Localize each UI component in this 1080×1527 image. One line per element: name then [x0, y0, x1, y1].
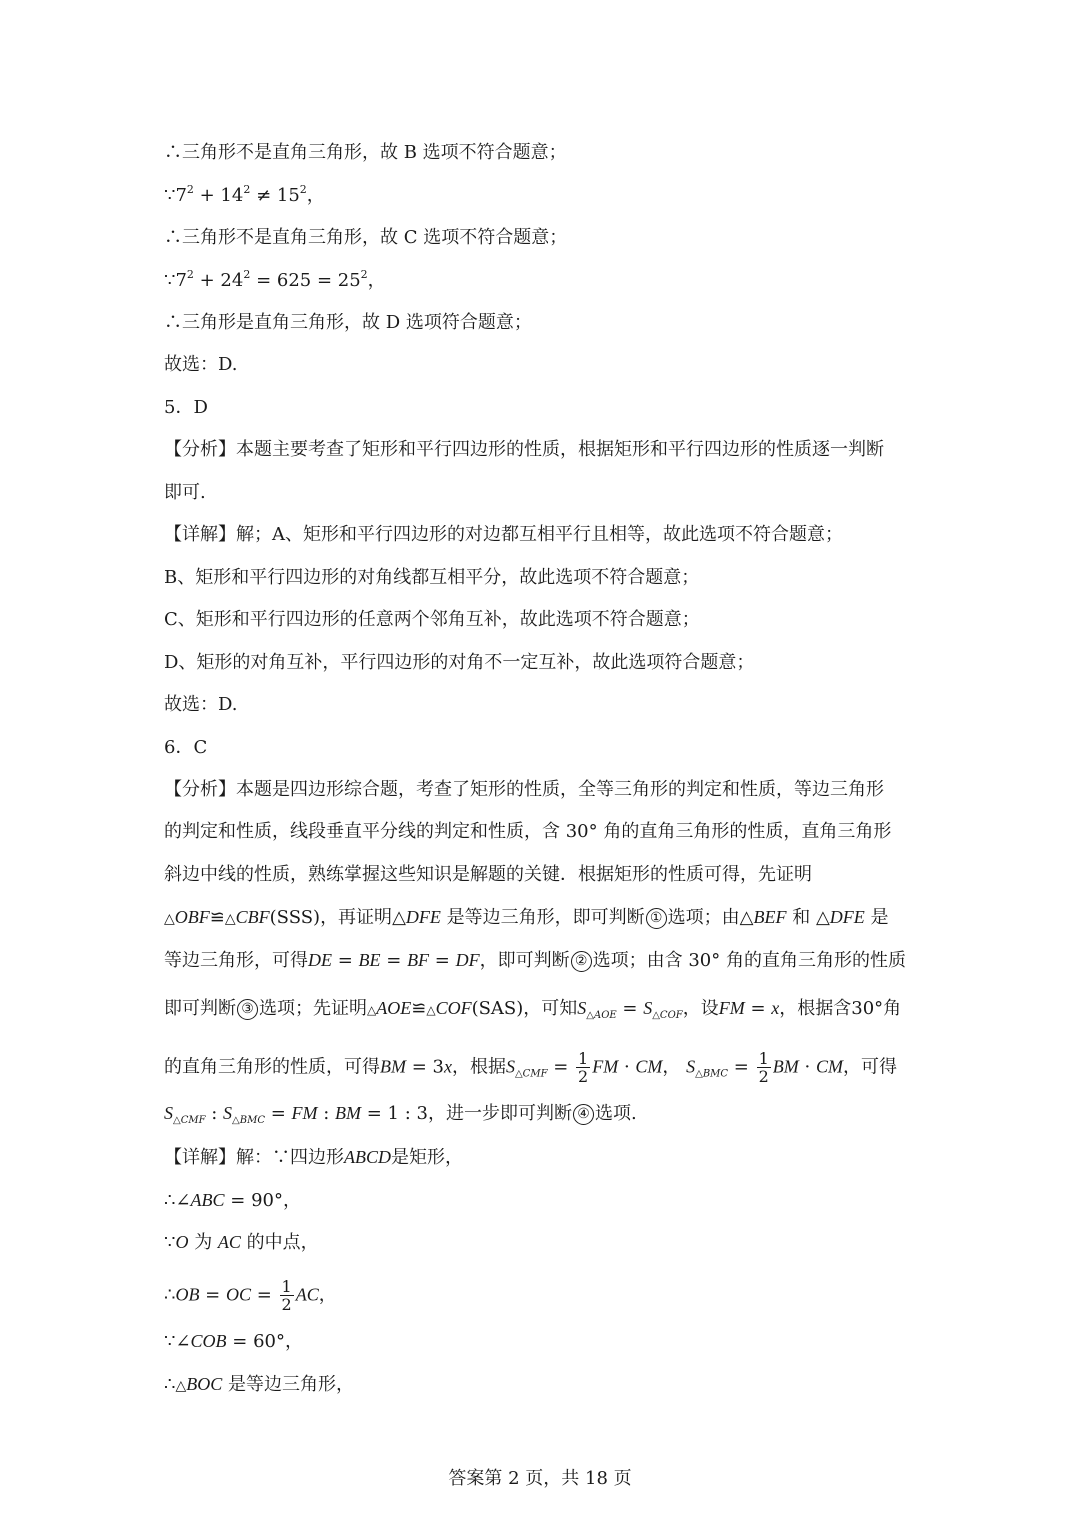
line-text: 是等边三角形， [227, 1374, 354, 1395]
line-text: 角 [883, 998, 902, 1019]
line-text: 角的直角三角形的性质 [725, 950, 906, 971]
circled-number: ④ [573, 1104, 594, 1125]
line-text: ， [282, 1190, 301, 1211]
line-text: D、矩形的对角互补，平行四边形的对角不一定互补，故此选项符合题意； [164, 652, 755, 673]
line-text: 【详解】解：∵四边形 [164, 1147, 344, 1168]
line-text: ，进一步即可判断 [427, 1103, 572, 1124]
line-text: 和 [792, 907, 811, 928]
page-footer: 答案第 2 页，共 18 页 [448, 1468, 632, 1489]
line-text: 【分析】本题主要考查了矩形和平行四边形的性质，根据矩形和平行四边形的性质逐一判断 [164, 439, 884, 460]
detail-line: ∵∠COB = 60°， [164, 1331, 303, 1352]
analysis-line [164, 480, 206, 506]
circled-number: ③ [237, 999, 258, 1020]
analysis-line: 等边三角形，可得DE = BE = BF = DF，即可判断 ② 选项；由含 30° 角的直角三角形的性质 [164, 950, 906, 971]
line-text: ， [306, 185, 325, 206]
detail-line [164, 607, 700, 633]
line-text: 是等边三角形，即可判断 [446, 907, 645, 928]
analysis-line: △OBF≌△CBF(SSS)，再证明△DFE 是等边三角形，即可判断 ① 选项；由△BEF 和 △DFE 是 [164, 907, 889, 928]
line-text: ∵ [164, 1232, 176, 1253]
line-text: 选项；先证明 [259, 998, 367, 1019]
question-number [164, 395, 208, 421]
detail-line [164, 522, 843, 548]
line-text: ， [367, 270, 386, 291]
line-text: ，根据 [451, 1056, 506, 1078]
equation-line: $\because 7^2 + 24^2 = 625 = 25^2$， [164, 268, 386, 291]
line-text: 斜边中线的性质，熟练掌握这些知识是解题的关键．根据矩形的性质可得，先证明 [164, 864, 812, 885]
line-text: ， [318, 1284, 337, 1306]
line-text: C、矩形和平行四边形的任意两个邻角互补，故此选项不符合题意； [164, 609, 700, 630]
detail-line: ∵O 为 AC 的中点， [164, 1232, 319, 1253]
analysis-line [164, 862, 812, 888]
detail-line: ∴△BOC 是等边三角形， [164, 1374, 354, 1395]
detail-line [164, 692, 238, 718]
line-text: 即可判断 [164, 998, 236, 1019]
detail-line: ∴OB = OC = $\frac{1}{2}$ AC， [164, 1277, 337, 1314]
line-text: 【分析】本题是四边形综合题，考查了矩形的性质，全等三角形的判定和性质，等边三角形 [164, 779, 884, 800]
analysis-line: $S_{\triangle CMF}$ : $S_{\triangle BMC}$ = FM : BM = 1 : 3，进一步即可判断 ④ 选项. [164, 1103, 637, 1126]
line-text: ∵ [164, 185, 176, 206]
text-line [164, 140, 567, 166]
line-text: 等边三角形，可得 [164, 950, 308, 971]
line-text: ∴三角形不是直角三角形，故 C 选项不符合题意； [164, 227, 568, 248]
line-text: 是矩形， [391, 1147, 463, 1168]
line-text: ∵ [164, 270, 176, 291]
line-text: ， [662, 1056, 681, 1078]
line-text: ∴ [164, 1374, 176, 1395]
text-line [164, 352, 238, 378]
line-text: 的中点， [246, 1232, 319, 1253]
question-number [164, 735, 207, 761]
line-text: 角的直角三角形的性质，直角三角形 [603, 821, 892, 842]
line-text: 5．D [164, 397, 208, 418]
line-text: 选项；由含 [592, 950, 683, 971]
fraction: $\frac{1}{2}$ [281, 1277, 292, 1314]
analysis-line: 的直角三角形的性质，可得BM = 3x，根据$S_{\triangle CMF}$ = $\frac{1}{2}$ FM · CM， $S_{\triangle BMC}$ = $\frac{1}{2}$ BM · CM，可得 [164, 1049, 897, 1086]
line-text: ∴三角形不是直角三角形，故 B 选项不符合题意； [164, 142, 567, 163]
line-text: 选项. [594, 1103, 637, 1124]
line-text: ，设 [682, 998, 719, 1019]
analysis-line: 即可判断 ③ 选项；先证明△AOE≌△COF(SAS)，可知$S_{\triangle AOE} = S_{\triangle COF}$，设FM = x，根据含30°角 [164, 998, 902, 1021]
detail-line [164, 565, 699, 591]
line-text: 故选：D. [164, 694, 238, 715]
line-text: 故选：D. [164, 354, 238, 375]
circled-number: ② [571, 951, 592, 972]
line-text: 6．C [164, 737, 208, 758]
detail-line: 【详解】解：∵四边形ABCD是矩形， [164, 1147, 463, 1168]
line-text: 的判定和性质，线段垂直平分线的判定和性质，含 [164, 821, 560, 842]
line-text: 为 [194, 1232, 213, 1253]
line-text: 选项；由 [667, 907, 740, 928]
line-text: ， [284, 1331, 303, 1352]
equation-line: $\because 7^2 + 14^2 \ne 15^2$， [164, 183, 325, 206]
detail-line [164, 650, 754, 676]
line-text: 【详解】解；A、矩形和平行四边形的对边都互相平行且相等，故此选项不符合题意； [164, 524, 843, 545]
text-line [164, 310, 532, 336]
line-text: ，即可判断 [479, 950, 570, 971]
analysis-line [164, 437, 884, 463]
fraction: $\frac{1}{2}$ [578, 1049, 589, 1086]
line-text: ，可知 [523, 998, 578, 1019]
text-line [164, 225, 567, 251]
fraction: $\frac{1}{2}$ [758, 1049, 769, 1086]
line-text: 的直角三角形的性质，可得 [164, 1056, 380, 1078]
line-text: ，可得 [842, 1056, 897, 1078]
line-text: 是 [870, 907, 889, 928]
line-text: ，再证明 [320, 907, 393, 928]
line-text: ∴三角形是直角三角形，故 D 选项符合题意； [164, 312, 532, 333]
line-text: 即可. [164, 482, 206, 503]
line-text: ，根据含 [779, 998, 852, 1019]
analysis-line [164, 777, 884, 803]
line-text: B、矩形和平行四边形的对角线都互相平分，故此选项不符合题意； [164, 567, 700, 588]
detail-line: ∴∠ABC = 90°， [164, 1190, 301, 1211]
analysis-line: 的判定和性质，线段垂直平分线的判定和性质，含 30° 角的直角三角形的性质，直角三角形 [164, 821, 892, 842]
circled-number: ① [646, 908, 667, 929]
